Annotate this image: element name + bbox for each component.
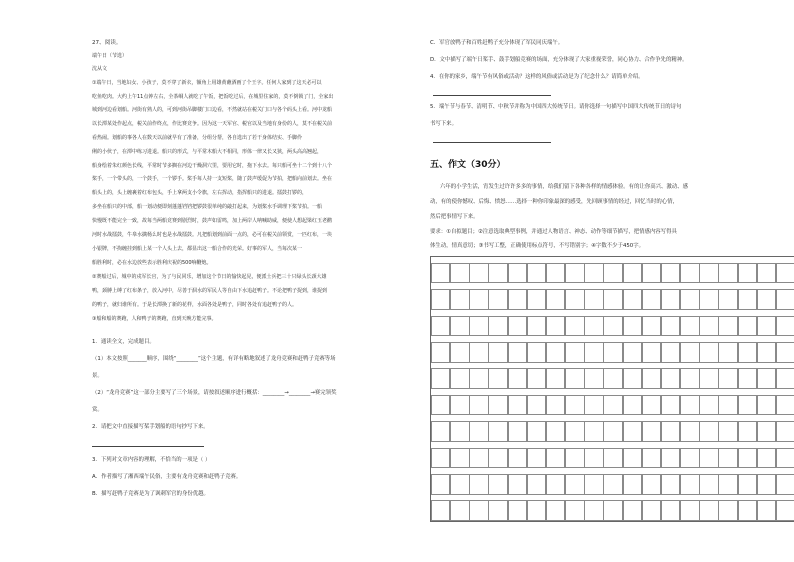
grid-cell[interactable]	[661, 395, 680, 416]
grid-cell[interactable]	[450, 421, 469, 442]
grid-cell[interactable]	[431, 474, 450, 495]
grid-cell[interactable]	[623, 368, 642, 389]
grid-cell[interactable]	[527, 342, 546, 363]
grid-cell[interactable]	[431, 316, 450, 337]
grid-cell[interactable]	[565, 342, 584, 363]
grid-cell[interactable]	[738, 368, 757, 389]
grid-cell[interactable]	[584, 342, 603, 363]
grid-cell[interactable]	[546, 448, 565, 469]
grid-cell[interactable]	[450, 448, 469, 469]
grid-cell[interactable]	[776, 421, 794, 442]
grid-cell[interactable]	[680, 342, 699, 363]
grid-cell[interactable]	[584, 289, 603, 310]
grid-cell[interactable]	[565, 316, 584, 337]
grid-cell[interactable]	[431, 263, 450, 284]
grid-cell[interactable]	[546, 421, 565, 442]
grid-cell[interactable]	[565, 368, 584, 389]
grid-cell[interactable]	[546, 342, 565, 363]
grid-cell[interactable]	[527, 289, 546, 310]
grid-cell[interactable]	[565, 395, 584, 416]
grid-cell[interactable]	[642, 316, 661, 337]
grid-cell[interactable]	[680, 368, 699, 389]
passage-line: 俐的小伙子，在潭中练习进退。船只的形式，与平常木船大不相同，形体一律又长又狭，两头高高翘起，	[92, 149, 323, 155]
grid-cell[interactable]	[661, 368, 680, 389]
grid-cell[interactable]	[527, 395, 546, 416]
answer-line[interactable]	[92, 446, 204, 447]
grid-cell[interactable]	[508, 421, 527, 442]
grid-cell[interactable]	[431, 342, 450, 363]
essay-writing-grid[interactable]	[430, 256, 794, 522]
passage-line: 多坐在船只的中部，船一划动便即刻蓬蓬铛铛把锣鼓很单纯的敲打起来，为划桨水手调理下桨节拍。一船	[92, 204, 323, 210]
grid-cell[interactable]	[680, 474, 699, 495]
grid-cell[interactable]	[661, 421, 680, 442]
answer-line[interactable]	[433, 95, 551, 96]
grid-cell[interactable]	[757, 395, 776, 416]
passage-line: 城到河边看划船。河街有熟人的，可到河街吊脚楼门口边看，不然就站在税关门口与各个码头上看。河中龙船	[92, 107, 333, 113]
grid-cell[interactable]	[680, 421, 699, 442]
grid-cell[interactable]	[584, 316, 603, 337]
grid-cell[interactable]	[546, 263, 565, 284]
grid-cell[interactable]	[431, 421, 450, 442]
grid-cell[interactable]	[546, 368, 565, 389]
grid-cell[interactable]	[527, 421, 546, 442]
grid-cell[interactable]	[508, 500, 527, 521]
passage-line: 船身绘着朱红颜色长线，平常时节多搁在河边干燥洞穴里，要用它时，拖下水去。每只船可坐十二个到十八个	[92, 163, 333, 169]
grid-cell[interactable]	[603, 342, 622, 363]
grid-cell[interactable]	[603, 421, 622, 442]
grid-cell[interactable]	[776, 448, 794, 469]
grid-cell[interactable]	[603, 289, 622, 310]
passage-line: 小银牌，不拘缠挂到船上某一个人头上去，都显出这一船合作的光荣。好事的军人，当每次某一	[92, 246, 303, 252]
grid-cell[interactable]	[603, 500, 622, 521]
grid-cell[interactable]	[488, 289, 507, 310]
grid-cell[interactable]	[757, 448, 776, 469]
grid-cell[interactable]	[738, 342, 757, 363]
grid-cell[interactable]	[699, 474, 718, 495]
grid-cell[interactable]	[603, 316, 622, 337]
grid-cell[interactable]	[450, 289, 469, 310]
passage-line: 吃鱼吃肉。大约上午11点钟左右，全茶峒人就吃了午饭，把饭吃过后，在城里住家的，莫不倒锁了门，全家出	[92, 94, 334, 100]
grid-cell[interactable]	[603, 368, 622, 389]
grid-cell[interactable]	[527, 448, 546, 469]
grid-cell[interactable]	[623, 421, 642, 442]
essay-prompt: 然后把事情写下来。	[430, 214, 479, 220]
grid-cell[interactable]	[565, 448, 584, 469]
question-3: 3．下列对文章内容的理解，不恰当的一项是（ ）	[92, 457, 211, 463]
grid-cell[interactable]	[738, 289, 757, 310]
grid-cell[interactable]	[508, 263, 527, 284]
grid-cell[interactable]	[431, 368, 450, 389]
grid-cell[interactable]	[699, 500, 718, 521]
grid-cell[interactable]	[680, 448, 699, 469]
grid-cell[interactable]	[718, 263, 737, 284]
grid-cell[interactable]	[680, 500, 699, 521]
grid-cell[interactable]	[642, 342, 661, 363]
grid-cell[interactable]	[603, 474, 622, 495]
grid-cell[interactable]	[738, 448, 757, 469]
grid-cell[interactable]	[584, 421, 603, 442]
grid-cell[interactable]	[450, 263, 469, 284]
grid-cell[interactable]	[450, 395, 469, 416]
grid-cell[interactable]	[431, 500, 450, 521]
question-5: 5．端午节与春节、清明节、中秋节并称为中国四大传统节日。请你选择一句描写中国四大传统节日的诗句	[430, 104, 682, 110]
grid-cell[interactable]	[584, 474, 603, 495]
passage-line: 河时水战擂鼓，牛皋水擒杨么时也是水战擂鼓。凡把船划到前面一点的，必可在税关前领赏，一匹红布，一块	[92, 232, 333, 238]
grid-cell[interactable]	[661, 342, 680, 363]
grid-cell[interactable]	[718, 395, 737, 416]
grid-cell[interactable]	[565, 474, 584, 495]
passage-line: 船头上的，头上缠裹着红布包头，手上拿两支小令旗，左右挥动，指挥船只的进退。擂鼓打锣的，	[92, 190, 308, 196]
passage-line: ①端午日，当地妇女、小孩子，莫不穿了新衣，额角上用雄黄蘸酒画了个王字。任何人家到了这天必可以	[92, 80, 322, 86]
grid-cell[interactable]	[584, 395, 603, 416]
grid-cell[interactable]	[565, 421, 584, 442]
grid-cell[interactable]	[642, 395, 661, 416]
grid-cell[interactable]	[508, 316, 527, 337]
grid-cell[interactable]	[699, 342, 718, 363]
grid-cell[interactable]	[508, 342, 527, 363]
passage-line: 船胜利时，必在水边放些表示胜利庆祝的500响鞭炮。	[92, 260, 212, 266]
grid-cell[interactable]	[469, 342, 488, 363]
grid-cell[interactable]	[527, 316, 546, 337]
grid-cell[interactable]	[623, 289, 642, 310]
grid-cell[interactable]	[488, 395, 507, 416]
grid-cell[interactable]	[718, 448, 737, 469]
grid-cell[interactable]	[699, 289, 718, 310]
grid-cell[interactable]	[488, 316, 507, 337]
option-b: B．描写赶鸭子竞赛是为了讽刺军官的身份优越。	[92, 491, 209, 497]
grid-cell[interactable]	[661, 316, 680, 337]
grid-cell[interactable]	[661, 263, 680, 284]
grid-cell[interactable]	[527, 500, 546, 521]
grid-cell[interactable]	[718, 368, 737, 389]
question-1-1-cont: 景。	[92, 373, 103, 379]
grid-cell[interactable]	[469, 289, 488, 310]
grid-cell[interactable]	[546, 316, 565, 337]
question-1-2-cont: 赏。	[92, 407, 103, 413]
passage-author: 沈从文	[92, 66, 108, 72]
grid-cell[interactable]	[488, 500, 507, 521]
grid-cell[interactable]	[623, 342, 642, 363]
grid-cell[interactable]	[546, 289, 565, 310]
grid-cell[interactable]	[603, 395, 622, 416]
question-2: 2．请把文中直接描写桨手划船的语句抄写下来。	[92, 424, 209, 430]
question-1-2: （2）“龙舟竞赛”这一部分主要写了三个场景，请按叙述顺序进行概括：________→________→赛完领奖	[92, 390, 337, 396]
grid-cell[interactable]	[623, 474, 642, 495]
grid-cell[interactable]	[623, 395, 642, 416]
grid-cell[interactable]	[469, 421, 488, 442]
grid-cell[interactable]	[469, 474, 488, 495]
grid-cell[interactable]	[565, 500, 584, 521]
grid-cell[interactable]	[469, 500, 488, 521]
passage-line: 看热闹。划船的事各人在数天以前就早有了准备，分组分帮，各自选出了若干身体结实、手脚伶	[92, 135, 303, 141]
grid-cell[interactable]	[584, 448, 603, 469]
grid-cell[interactable]	[776, 500, 794, 521]
option-d: D．文中描写了端午日桨手、鼓手划船竞赛的场面，充分体现了大家重视荣誉，同心协力、合作争先的精神。	[430, 57, 688, 63]
grid-cell[interactable]	[738, 474, 757, 495]
grid-cell[interactable]	[718, 421, 737, 442]
grid-cell[interactable]	[776, 395, 794, 416]
question-4: 4．在你的家乡，端午节有风俗或活动？这样的风俗或活动是为了纪念什么？请简单介绍。	[430, 74, 644, 80]
grid-cell[interactable]	[623, 500, 642, 521]
essay-requirements: 体生动，情真意切；③书写工整，正确使用标点符号，不写错别字；④字数不少于450字。	[430, 243, 645, 249]
grid-cell[interactable]	[488, 368, 507, 389]
option-a: A．作者描写了湘西端午民俗，主要有龙舟竞赛和赶鸭子竞赛。	[92, 474, 242, 480]
grid-cell[interactable]	[450, 368, 469, 389]
passage-line: ③船和船的赛跑，人和鸭子的赛跑，直到天晚方能完事。	[92, 316, 217, 322]
grid-cell[interactable]	[718, 500, 737, 521]
grid-cell[interactable]	[642, 421, 661, 442]
grid-cell[interactable]	[738, 316, 757, 337]
grid-cell[interactable]	[488, 342, 507, 363]
grid-cell[interactable]	[508, 395, 527, 416]
grid-cell[interactable]	[680, 316, 699, 337]
grid-cell[interactable]	[508, 289, 527, 310]
grid-cell[interactable]	[488, 448, 507, 469]
grid-cell[interactable]	[738, 421, 757, 442]
passage-line: 以长潭某处作起点，税关前作终点，作比赛竞争。因为这一天军官、税官以及当地有身份的人，莫不在税关前	[92, 121, 333, 127]
grid-cell[interactable]	[699, 316, 718, 337]
passage-line: ②赛船过后，城中的戍军长官，为了与民同乐，增加这个节日的愉快起见，便派士兵把三十只绿头长颈大雄	[92, 274, 327, 280]
grid-cell[interactable]	[757, 289, 776, 310]
grid-cell[interactable]	[584, 500, 603, 521]
passage-line: 桨手，一个带头的，一个鼓手，一个锣手。桨手每人持一支短桨，随了鼓声缓促为节拍，把船向前划去。坐在	[92, 176, 333, 182]
grid-cell[interactable]	[565, 263, 584, 284]
grid-cell[interactable]	[623, 316, 642, 337]
question-5-cont: 书写下来。	[430, 121, 457, 127]
grid-cell[interactable]	[661, 474, 680, 495]
grid-cell[interactable]	[546, 500, 565, 521]
grid-cell[interactable]	[757, 263, 776, 284]
grid-cell[interactable]	[450, 500, 469, 521]
grid-cell[interactable]	[546, 395, 565, 416]
grid-cell[interactable]	[508, 368, 527, 389]
section-title: 五、作文（30分）	[430, 160, 506, 170]
grid-cell[interactable]	[776, 289, 794, 310]
grid-cell[interactable]	[757, 368, 776, 389]
grid-cell[interactable]	[699, 368, 718, 389]
grid-cell[interactable]	[584, 368, 603, 389]
grid-cell[interactable]	[757, 316, 776, 337]
grid-cell[interactable]	[738, 263, 757, 284]
grid-cell[interactable]	[757, 474, 776, 495]
grid-cell[interactable]	[757, 500, 776, 521]
grid-cell[interactable]	[450, 342, 469, 363]
grid-cell[interactable]	[680, 289, 699, 310]
grid-cell[interactable]	[469, 263, 488, 284]
grid-cell[interactable]	[488, 263, 507, 284]
question-1-1: （1）本文按照_______顺序，围绕“________”这个主题，有详有略地叙述了龙舟竞赛和赶鸭子竞赛等场	[92, 356, 336, 362]
grid-cell[interactable]	[776, 342, 794, 363]
grid-cell[interactable]	[508, 474, 527, 495]
grid-cell[interactable]	[757, 342, 776, 363]
grid-cell[interactable]	[718, 316, 737, 337]
grid-cell[interactable]	[527, 368, 546, 389]
grid-cell[interactable]	[699, 263, 718, 284]
question-number: 27、阅读。	[92, 40, 122, 46]
grid-cell[interactable]	[450, 316, 469, 337]
grid-cell[interactable]	[642, 368, 661, 389]
grid-cell[interactable]	[776, 474, 794, 495]
grid-cell[interactable]	[603, 263, 622, 284]
grid-cell[interactable]	[661, 289, 680, 310]
grid-cell[interactable]	[431, 289, 450, 310]
grid-cell[interactable]	[680, 263, 699, 284]
passage-line: 的鸭子，就归谁所有。于是长潭换了新的花样，水面各处是鸭子，同时各处有追赶鸭子的人。	[92, 302, 298, 308]
grid-cell[interactable]	[642, 448, 661, 469]
grid-cell[interactable]	[623, 263, 642, 284]
grid-cell[interactable]	[469, 395, 488, 416]
grid-cell[interactable]	[776, 316, 794, 337]
grid-cell[interactable]	[488, 421, 507, 442]
grid-cell[interactable]	[431, 395, 450, 416]
passage-line: 鸭，颈膊上缚了红布条子，放入河中，尽善于泅水的军民人等自由下水追赶鸭子。不论把鸭子捉到，谁捉到	[92, 288, 328, 294]
grid-cell[interactable]	[661, 500, 680, 521]
grid-cell[interactable]	[642, 500, 661, 521]
grid-cell[interactable]	[642, 474, 661, 495]
grid-cell[interactable]	[718, 342, 737, 363]
grid-cell[interactable]	[527, 263, 546, 284]
essay-requirements: 要求：①自拟题目；②注意选取典型事例，并通过人物语言、神态、动作等细节描写，把情感内容写得具	[430, 229, 677, 235]
grid-cell[interactable]	[623, 448, 642, 469]
answer-line[interactable]	[433, 142, 551, 143]
grid-cell[interactable]	[584, 263, 603, 284]
grid-cell[interactable]	[738, 500, 757, 521]
option-c: C．军官放鸭子和百姓赶鸭子充分体现了军民同庆端午。	[430, 40, 564, 46]
grid-cell[interactable]	[718, 289, 737, 310]
grid-cell[interactable]	[469, 368, 488, 389]
grid-cell[interactable]	[527, 474, 546, 495]
grid-cell[interactable]	[661, 448, 680, 469]
grid-cell[interactable]	[450, 474, 469, 495]
passage-title: 端午日（节选）	[92, 53, 128, 59]
grid-cell[interactable]	[642, 289, 661, 310]
grid-cell[interactable]	[508, 448, 527, 469]
grid-cell[interactable]	[469, 448, 488, 469]
grid-cell[interactable]	[699, 421, 718, 442]
grid-cell[interactable]	[488, 474, 507, 495]
grid-cell[interactable]	[565, 289, 584, 310]
passage-line: 快慢既不能完全一致，故每当两船竞赛到剧烈时，鼓声如雷鸣，加上两岸人呐喊助威，便使人想起梁红玉老鹳	[92, 218, 333, 224]
grid-cell[interactable]	[469, 316, 488, 337]
grid-cell[interactable]	[642, 263, 661, 284]
grid-cell[interactable]	[546, 474, 565, 495]
grid-cell[interactable]	[431, 448, 450, 469]
essay-prompt: 六年的小学生活，宵发生过许许多多的事情，给我们留下各种各样的情感体验。有的让你高兴、激动、感	[440, 184, 688, 190]
grid-cell[interactable]	[757, 421, 776, 442]
grid-cell[interactable]	[738, 395, 757, 416]
grid-cell[interactable]	[699, 448, 718, 469]
grid-cell[interactable]	[680, 395, 699, 416]
grid-cell[interactable]	[603, 448, 622, 469]
grid-cell[interactable]	[776, 263, 794, 284]
grid-cell[interactable]	[776, 368, 794, 389]
essay-prompt: 动，有的使你憾叹、后悔、愤怒……选择一种你印象最深的感受，先回顾事情的经过，回忆当时的心情，	[430, 199, 678, 205]
grid-cell[interactable]	[718, 474, 737, 495]
grid-cell[interactable]	[699, 395, 718, 416]
question-1: 1．通读全文，完成题目。	[92, 339, 155, 345]
